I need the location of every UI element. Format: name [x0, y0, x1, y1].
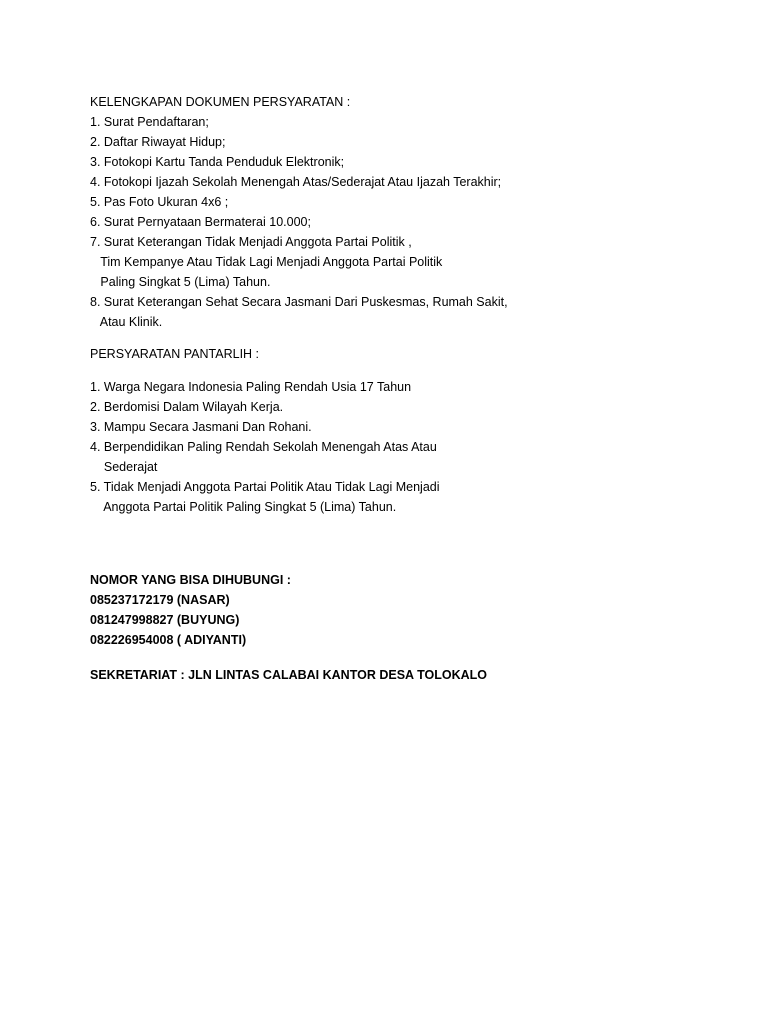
kelengkapan-line-5: 5. Pas Foto Ukuran 4x6 ;: [90, 195, 229, 209]
contact-number-1: 085237172179 (NASAR): [90, 593, 230, 607]
kelengkapan-line-2: 2. Daftar Riwayat Hidup;: [90, 135, 226, 149]
contact-number-2: 081247998827 (BUYUNG): [90, 613, 240, 627]
kelengkapan-line-1: 1. Surat Pendaftaran;: [90, 115, 209, 129]
kelengkapan-line-7-cont-1: Tim Kempanye Atau Tidak Lagi Menjadi Anggota Partai Politik: [90, 255, 443, 269]
pantarlih-heading: PERSYARATAN PANTARLIH :: [90, 347, 260, 361]
kelengkapan-line-8: 8. Surat Keterangan Sehat Secara Jasmani Dari Puskesmas, Rumah Sakit,: [90, 295, 508, 309]
kelengkapan-line-8-cont: Atau Klinik.: [90, 315, 163, 329]
pantarlih-line-2: 2. Berdomisi Dalam Wilayah Kerja.: [90, 400, 284, 414]
pantarlih-line-4-cont: Sederajat: [90, 460, 158, 474]
kelengkapan-line-4: 4. Fotokopi Ijazah Sekolah Menengah Atas/Sederajat Atau Ijazah Terakhir;: [90, 175, 502, 189]
secretariat-address: SEKRETARIAT : JLN LINTAS CALABAI KANTOR DESA TOLOKALO: [90, 668, 487, 682]
document-page: [90, 92, 730, 685]
kelengkapan-heading: KELENGKAPAN DOKUMEN PERSYARATAN :: [90, 95, 351, 109]
pantarlih-line-1: 1. Warga Negara Indonesia Paling Rendah Usia 17 Tahun: [90, 380, 412, 394]
pantarlih-line-4: 4. Berpendidikan Paling Rendah Sekolah Menengah Atas Atau: [90, 440, 437, 454]
pantarlih-line-3: 3. Mampu Secara Jasmani Dan Rohani.: [90, 420, 312, 434]
spacer: [90, 517, 730, 570]
pantarlih-line-5: 5. Tidak Menjadi Anggota Partai Politik Atau Tidak Lagi Menjadi: [90, 480, 440, 494]
spacer: [90, 364, 730, 377]
contact-heading: NOMOR YANG BISA DIHUBUNGI :: [90, 573, 291, 587]
kelengkapan-line-7-cont-2: Paling Singkat 5 (Lima) Tahun.: [90, 275, 271, 289]
kelengkapan-line-7: 7. Surat Keterangan Tidak Menjadi Anggota Partai Politik ,: [90, 235, 412, 249]
kelengkapan-line-6: 6. Surat Pernyataan Bermaterai 10.000;: [90, 215, 311, 229]
spacer: [90, 332, 730, 344]
spacer: [90, 650, 730, 665]
contact-number-3: 082226954008 ( ADIYANTI): [90, 633, 247, 647]
kelengkapan-line-3: 3. Fotokopi Kartu Tanda Penduduk Elektronik;: [90, 155, 345, 169]
pantarlih-line-5-cont: Anggota Partai Politik Paling Singkat 5 (Lima) Tahun.: [90, 500, 397, 514]
